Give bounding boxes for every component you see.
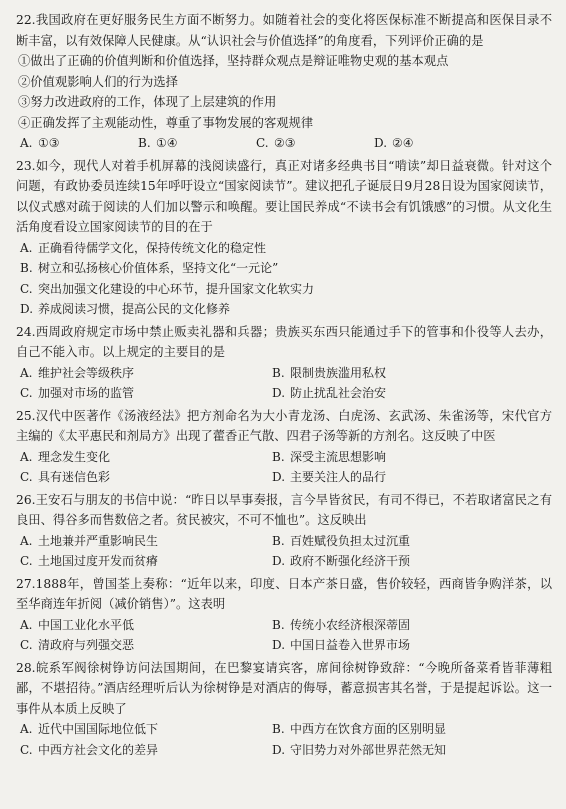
answer-options bbox=[16, 615, 552, 656]
question-24 bbox=[16, 322, 552, 404]
option-d: D. 养成阅读习惯，提高公民的文化修养 bbox=[20, 302, 231, 316]
option-b: B. 深受主流思想影响 bbox=[272, 449, 387, 464]
statement: ①做出了正确的价值判断和价值选择，坚持群众观点是辩证唯物史观的基本观点 bbox=[18, 54, 449, 68]
question-27 bbox=[16, 574, 552, 656]
option-c: C. ②③ bbox=[256, 136, 296, 150]
statement: ②价值观影响人们的行为选择 bbox=[18, 74, 178, 89]
question-stem: 28.皖系军阀徐树铮访问法国期间，在巴黎宴请宾客，席间徐树铮致辞：“今晚所备菜肴皆菲薄粗鄙，不堪招待。”酒店经理听后认为徐树铮是对酒店的侮辱，蓄意损害其名誉，于是提起诉讼。这一事件从本质上反映了 bbox=[16, 660, 552, 716]
option-c: C. 突出加强文化建设的中心环节，提升国家文化软实力 bbox=[20, 281, 315, 296]
statement: ③努力改进政府的工作，体现了上层建筑的作用 bbox=[18, 95, 277, 109]
question-stem: 27.1888年，曾国荃上奏称：“近年以来，印度、日本产茶日盛，售价较轻，西商皆争购洋茶，以至华商连年折阅（减价销售）”。这表明 bbox=[16, 576, 552, 611]
question-stem: 23.如今，现代人对着手机屏幕的浅阅读盛行，真正对诸多经典书目“啃读”却日益衰微。针对这个问题，有政协委员连续15年呼吁设立“国家阅读节”。建议把孔子诞辰日9月28日设为国家阅读节，以仪式感对疏于阅读的人们加以警示和唤醒。要让国民养成“不读书会有饥饿感”的习惯。从文化生活角度看设立国家阅读节的目的在于 bbox=[16, 158, 552, 234]
answer-options bbox=[16, 447, 552, 488]
question-28 bbox=[16, 658, 552, 761]
question-stem: 26.王安石与朋友的书信中说：“昨日以旱事奏报，言今旱皆贫民，有司不得已，不若取诸富民之有良田、得谷多而售数倍之者。贫民被灾，不可不恤也”。这反映出 bbox=[16, 492, 552, 527]
option-d: D. ②④ bbox=[374, 136, 414, 150]
option-c: C. 中西方社会文化的差异 bbox=[20, 742, 159, 757]
statement: ④正确发挥了主观能动性，尊重了事物发展的客观规律 bbox=[18, 115, 314, 130]
option-b: B. ①④ bbox=[138, 136, 178, 150]
answer-options bbox=[16, 531, 552, 572]
question-23 bbox=[16, 156, 552, 320]
option-b: B. 限制贵族滥用私权 bbox=[272, 365, 387, 380]
option-b: B. 百姓赋役负担太过沉重 bbox=[272, 533, 411, 548]
option-a: A. ①③ bbox=[20, 136, 60, 150]
option-a: A. 正确看待儒学文化，保持传统文化的稳定性 bbox=[20, 240, 267, 255]
option-a: A. 理念发生变化 bbox=[20, 449, 111, 464]
answer-options bbox=[16, 238, 552, 320]
option-d: D. 防止扰乱社会治安 bbox=[272, 386, 387, 400]
question-26 bbox=[16, 490, 552, 572]
option-b: B. 树立和弘扬核心价值体系，坚持文化“一元论” bbox=[20, 261, 279, 275]
option-a: A. 维护社会等级秩序 bbox=[20, 365, 135, 380]
answer-options bbox=[16, 719, 552, 760]
answer-options bbox=[16, 133, 552, 154]
question-25 bbox=[16, 406, 552, 488]
option-c: C. 清政府与列强交恶 bbox=[20, 638, 135, 652]
option-c: C. 加强对市场的监管 bbox=[20, 386, 135, 400]
option-b: B. 传统小农经济根深蒂固 bbox=[272, 617, 411, 632]
question-22 bbox=[16, 10, 552, 154]
option-a: A. 中国工业化水平低 bbox=[20, 617, 135, 632]
option-c: C. 土地国过度开发而贫瘠 bbox=[20, 554, 159, 568]
option-a: A. 近代中国国际地位低下 bbox=[20, 722, 159, 736]
option-a: A. 土地兼并严重影响民生 bbox=[20, 533, 159, 548]
option-d: D. 主要关注人的品行 bbox=[272, 470, 387, 484]
question-stem: 22.我国政府在更好服务民生方面不断努力。如随着社会的变化将医保标准不断提高和医保目录不断丰富，以有效保障人民健康。从“认识社会与价值选择”的角度看，下列评价正确的是 bbox=[16, 13, 552, 48]
question-stem: 24.西周政府规定市场中禁止贩卖礼器和兵器；贵族买东西只能通过手下的管事和仆役等人去办，自己不能入市。以上规定的主要目的是 bbox=[16, 324, 552, 359]
option-d: D. 守旧势力对外部世界茫然无知 bbox=[272, 742, 447, 757]
option-c: C. 具有迷信色彩 bbox=[20, 470, 111, 484]
option-d: D. 政府不断强化经济干预 bbox=[272, 554, 411, 568]
option-d: D. 中国日益卷入世界市场 bbox=[272, 638, 411, 652]
answer-options bbox=[16, 363, 552, 404]
question-stem: 25.汉代中医著作《汤液经法》把方剂命名为大小青龙汤、白虎汤、玄武汤、朱雀汤等，宋代官方主编的《太平惠民和剂局方》出现了藿香正气散、四君子汤等新的方剂名。这反映了中医 bbox=[16, 408, 552, 443]
option-b: B. 中西方在饮食方面的区别明显 bbox=[272, 722, 447, 736]
